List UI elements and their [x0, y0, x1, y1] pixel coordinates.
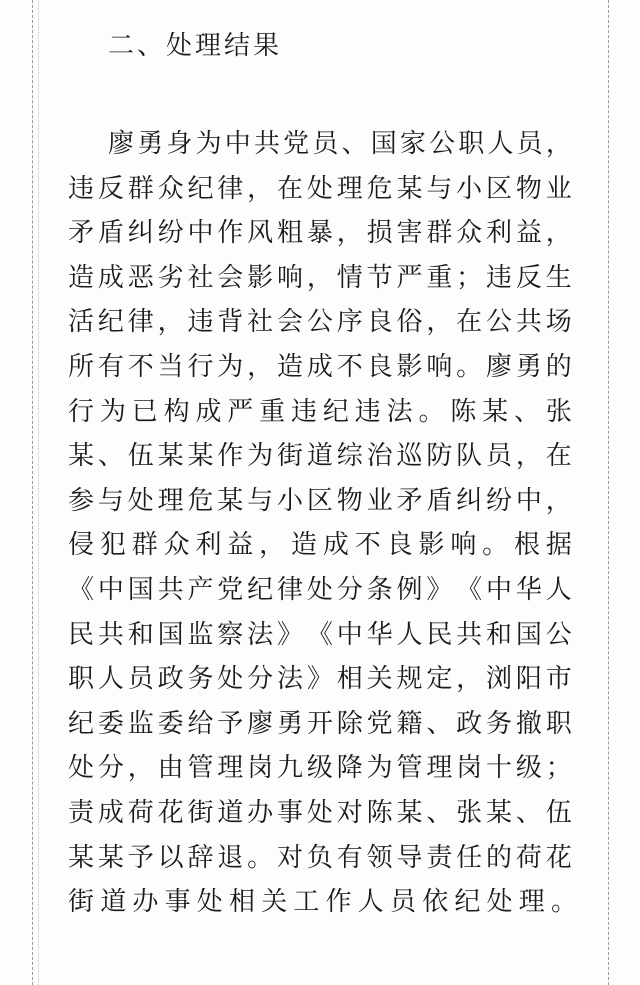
text-line: 某 某 予 以 辞 退 。 对 负 有 领 导 责 任 的 荷 花 — [68, 842, 572, 873]
text-line: 矛 盾 纠 纷 中 作 风 粗 暴 ， 损 害 群 众 利 益 ， — [68, 218, 572, 249]
text-line: 活 纪 律 ， 违 背 社 会 公 序 良 俗 ， 在 公 共 场 — [68, 307, 572, 338]
text-line: 廖 勇 身 为 中 共 党 员 、 国 家 公 职 人 员 ， — [108, 129, 572, 159]
text-line: 侵 犯 群 众 利 益 ， 造 成 不 良 影 响 。 根 据 — [68, 530, 572, 561]
body-paragraph — [68, 122, 584, 925]
text-line: 街道办事处相关工作人员依纪处理。 — [68, 887, 584, 918]
text-line: 责 成 荷 花 街 道 办 事 处 对 陈 某 、 张 某 、 伍 — [68, 797, 572, 828]
text-line: 纪 委 监 委 给 予 廖 勇 开 除 党 籍 、 政 务 撤 职 — [68, 708, 572, 739]
text-line: 行 为 已 构 成 严 重 违 纪 违 法 。 陈 某 、 张 — [68, 396, 572, 427]
section-heading: 二、处理结果 — [108, 31, 283, 61]
text-line: 民 共 和 国 监 察 法 》 《 中 华 人 民 共 和 国 公 — [68, 619, 572, 650]
text-line: 所 有 不 当 行 为 ， 造 成 不 良 影 响 。 廖 勇 的 — [68, 351, 572, 382]
text-line: 违 反 群 众 纪 律 ， 在 处 理 危 某 与 小 区 物 业 — [68, 173, 572, 204]
text-line: 造 成 恶 劣 社 会 影 响 ， 情 节 严 重 ； 违 反 生 — [68, 262, 572, 293]
text-line: 职 人 员 政 务 处 分 法 》 相 关 规 定 ， 浏 阳 市 — [68, 664, 572, 695]
page-border-left-inner — [38, 0, 39, 985]
text-line: 某 、 伍 某 某 作 为 街 道 综 治 巡 防 队 员 ， 在 — [68, 441, 572, 472]
page-border-right — [608, 0, 609, 985]
document-content — [68, 24, 584, 925]
text-line: 处 分 ， 由 管 理 岗 九 级 降 为 管 理 岗 十 级 ； — [68, 753, 572, 784]
page-border-left — [32, 0, 33, 985]
text-line: 《 中 国 共 产 党 纪 律 处 分 条 例 》 《 中 华 人 — [68, 574, 572, 605]
text-line: 参 与 处 理 危 某 与 小 区 物 业 矛 盾 纠 纷 中 ， — [68, 485, 572, 516]
